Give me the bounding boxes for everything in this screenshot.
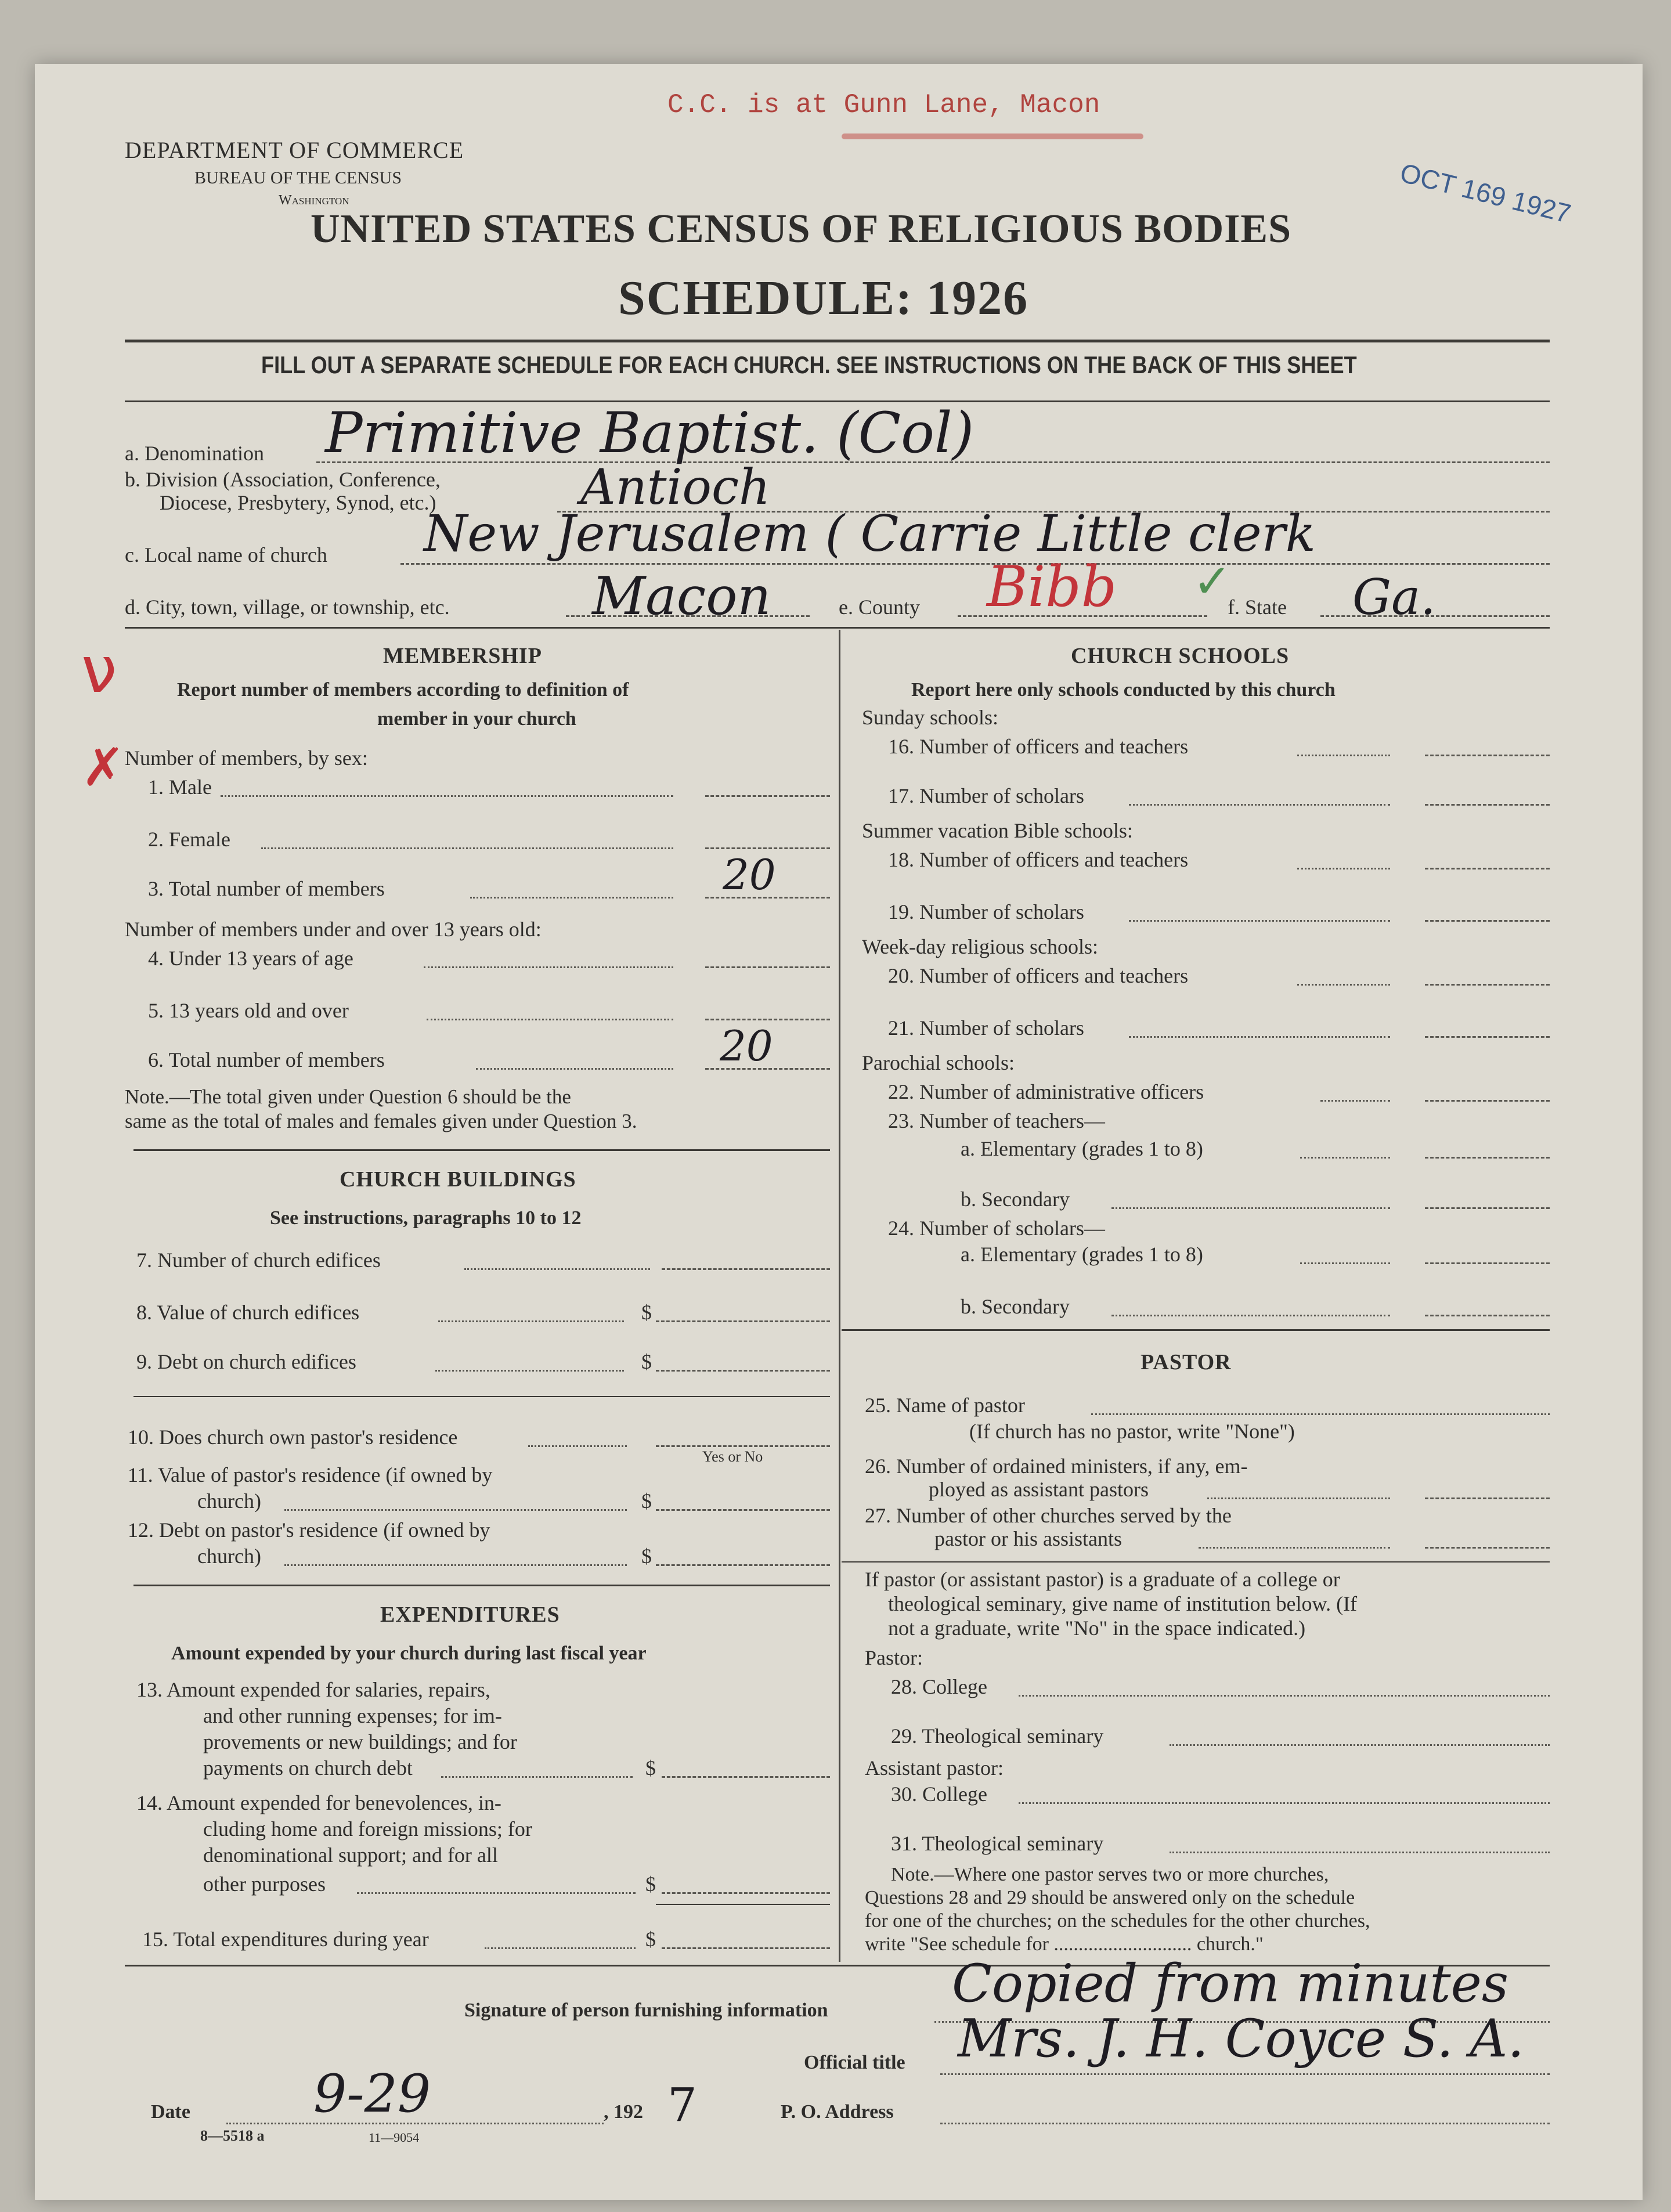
q12-answer-line xyxy=(656,1564,830,1566)
summer-schools-label: Summer vacation Bible schools: xyxy=(862,819,1133,842)
official-title-value: Mrs. J. H. Coyce S. A. xyxy=(958,2008,1525,2069)
schools-subtitle: Report here only schools conducted by this church xyxy=(911,679,1336,701)
q28-label: 28. College xyxy=(891,1675,987,1698)
po-address-line xyxy=(940,2123,1550,2124)
header-rule-top xyxy=(125,340,1550,342)
q2-female-label: 2. Female xyxy=(148,828,230,851)
q18-label: 18. Number of officers and teachers xyxy=(888,848,1189,871)
q8-leader xyxy=(438,1320,624,1322)
pastor-note-1: Note.—Where one pastor serves two or more churches, xyxy=(891,1864,1329,1885)
q19-label: 19. Number of scholars xyxy=(888,900,1084,923)
graduate-note-3: not a graduate, write "No" in the space indicated.) xyxy=(888,1616,1306,1640)
q21-leader xyxy=(1129,1036,1390,1038)
q22-answer-line xyxy=(1425,1100,1550,1102)
q14-label-3: denominational support; and for all xyxy=(203,1843,498,1867)
expenditures-subtitle: Amount expended by your church during last fiscal year xyxy=(171,1643,647,1664)
q29-line xyxy=(1170,1744,1550,1746)
q12-debt-label-2: church) xyxy=(197,1545,261,1568)
q25-label: 25. Name of pastor xyxy=(865,1394,1025,1417)
q20-leader xyxy=(1297,984,1390,986)
pastor-title: PASTOR xyxy=(1141,1350,1232,1374)
q6-total-value: 20 xyxy=(720,1022,773,1070)
pastor-note-4: write "See schedule for ............................ church." xyxy=(865,1933,1264,1955)
q9-debt-label: 9. Debt on church edifices xyxy=(136,1350,356,1373)
q23a-answer-line xyxy=(1425,1157,1550,1159)
buildings-subtitle: See instructions, paragraphs 10 to 12 xyxy=(270,1207,582,1229)
q15-dollar: $ xyxy=(645,1928,656,1951)
q2-leader xyxy=(261,847,673,849)
q13-answer-line xyxy=(662,1776,830,1778)
year-prefix: , 192 xyxy=(604,2101,643,2123)
bureau-city: Washington xyxy=(279,193,349,208)
q10-answer-line xyxy=(656,1445,830,1447)
graduate-note-1: If pastor (or assistant pastor) is a graduate of a college or xyxy=(865,1568,1340,1591)
q3-total-label: 3. Total number of members xyxy=(148,877,385,900)
local-name-value: New Jerusalem ( Carrie Little clerk xyxy=(424,505,1316,563)
yes-no-hint: Yes or No xyxy=(702,1448,763,1465)
q5-leader xyxy=(427,1019,673,1020)
q9-dollar: $ xyxy=(641,1350,652,1373)
q13-label-1: 13. Amount expended for salaries, repairs, xyxy=(136,1678,490,1701)
q20-answer-line xyxy=(1425,984,1550,986)
q14-label-2: cluding home and foreign missions; for xyxy=(203,1817,532,1841)
q23b-label: b. Secondary xyxy=(961,1188,1070,1211)
q4-under13-label: 4. Under 13 years of age xyxy=(148,947,353,970)
expenditures-rule xyxy=(656,1904,830,1905)
q16-leader xyxy=(1297,755,1390,756)
q12-dollar: $ xyxy=(641,1545,652,1568)
year-digit: 7 xyxy=(667,2078,697,2132)
membership-subtitle-2: member in your church xyxy=(377,708,576,730)
q14-dollar: $ xyxy=(645,1872,656,1896)
q17-label: 17. Number of scholars xyxy=(888,784,1084,807)
q27-label-1: 27. Number of other churches served by the xyxy=(865,1504,1232,1527)
form-number: 8—5518 a xyxy=(200,2127,265,2144)
q14-leader xyxy=(357,1892,636,1894)
q24a-leader xyxy=(1300,1262,1390,1264)
city-value: Macon xyxy=(592,566,771,627)
q7-leader xyxy=(464,1268,650,1270)
pastor-note-3: for one of the churches; on the schedules for the other churches, xyxy=(865,1910,1370,1932)
schedule-title: SCHEDULE: 1926 xyxy=(618,271,1029,325)
q9-answer-line xyxy=(656,1370,830,1372)
q10-residence-label: 10. Does church own pastor's residence xyxy=(128,1426,458,1449)
denomination-value: Primitive Baptist. (Col) xyxy=(325,400,975,466)
q18-leader xyxy=(1297,868,1390,869)
q19-answer-line xyxy=(1425,920,1550,922)
q13-label-3: provements or new buildings; and for xyxy=(203,1730,517,1753)
schools-rule xyxy=(842,1329,1550,1331)
q13-label-4: payments on church debt xyxy=(203,1756,413,1780)
q13-dollar: $ xyxy=(645,1756,656,1780)
q16-label: 16. Number of officers and teachers xyxy=(888,735,1189,758)
q7-answer-line xyxy=(662,1268,830,1270)
date-value: 9-29 xyxy=(313,2063,431,2124)
q11-value-label-2: church) xyxy=(197,1489,261,1513)
q3-leader xyxy=(470,897,673,898)
q20-label: 20. Number of officers and teachers xyxy=(888,964,1189,987)
schools-title: CHURCH SCHOOLS xyxy=(1071,644,1290,668)
fields-rule xyxy=(125,627,1550,629)
q26-label-2: ployed as assistant pastors xyxy=(929,1478,1149,1501)
q10-leader xyxy=(528,1445,627,1447)
division-label-1: b. Division (Association, Conference, xyxy=(125,468,441,491)
q26-leader xyxy=(1207,1497,1390,1499)
q15-total-label: 15. Total expenditures during year xyxy=(142,1928,429,1951)
q11-dollar: $ xyxy=(641,1489,652,1513)
q8-value-label: 8. Value of church edifices xyxy=(136,1301,360,1324)
q9-leader xyxy=(435,1370,624,1372)
q15-leader xyxy=(485,1947,636,1949)
q13-label-2: and other running expenses; for im- xyxy=(203,1704,502,1727)
q27-label-2: pastor or his assistants xyxy=(934,1527,1122,1550)
q15-answer-line xyxy=(662,1947,830,1949)
q21-label: 21. Number of scholars xyxy=(888,1016,1084,1040)
expenditures-title: EXPENDITURES xyxy=(380,1603,560,1627)
q22-leader xyxy=(1320,1100,1390,1102)
age-header-label: Number of members under and over 13 years old: xyxy=(125,918,542,941)
sunday-schools-label: Sunday schools: xyxy=(862,706,999,729)
q31-label: 31. Theological seminary xyxy=(891,1832,1104,1855)
q28-line xyxy=(1019,1695,1550,1697)
date-label: Date xyxy=(151,2101,190,2123)
q17-leader xyxy=(1129,804,1390,806)
q24a-label: a. Elementary (grades 1 to 8) xyxy=(961,1243,1203,1266)
instruction-line: FILL OUT A SEPARATE SCHEDULE FOR EACH CHURCH. SEE INSTRUCTIONS ON THE BACK OF THIS SHEET xyxy=(261,351,1357,378)
q17-answer-line xyxy=(1425,804,1550,806)
q31-line xyxy=(1170,1852,1550,1853)
q12-debt-label-1: 12. Debt on pastor's residence (if owned by xyxy=(128,1518,490,1542)
q24a-answer-line xyxy=(1425,1262,1550,1264)
pastor-education-label: Pastor: xyxy=(865,1646,923,1669)
q4-answer-line xyxy=(705,966,830,968)
po-address-label: P. O. Address xyxy=(781,2101,894,2123)
q21-answer-line xyxy=(1425,1036,1550,1038)
q14-label-4: other purposes xyxy=(203,1872,326,1896)
q6-leader xyxy=(476,1068,673,1070)
assistant-education-label: Assistant pastor: xyxy=(865,1756,1004,1780)
form-title: UNITED STATES CENSUS OF RELIGIOUS BODIES xyxy=(311,207,1292,251)
q3-total-value: 20 xyxy=(723,850,776,899)
q5-answer-line xyxy=(705,1019,830,1020)
q25-leader xyxy=(1091,1413,1550,1415)
q2-answer-line xyxy=(705,847,830,849)
column-divider xyxy=(839,630,840,1962)
q8-dollar: $ xyxy=(641,1301,652,1324)
buildings-rule-1 xyxy=(133,1396,830,1397)
q23-label: 23. Number of teachers— xyxy=(888,1109,1105,1132)
q27-answer-line xyxy=(1425,1547,1550,1549)
pastor-rule xyxy=(842,1561,1550,1563)
official-title-line xyxy=(940,2073,1550,2075)
membership-note-2: same as the total of males and females given under Question 3. xyxy=(125,1110,637,1132)
q29-label: 29. Theological seminary xyxy=(891,1724,1104,1748)
q4-leader xyxy=(424,966,673,968)
red-cross-mark: ✗ xyxy=(81,737,125,798)
q11-value-label-1: 11. Value of pastor's residence (if owned by xyxy=(128,1463,493,1486)
q14-answer-line xyxy=(662,1892,830,1894)
state-value: Ga. xyxy=(1352,569,1436,626)
buildings-rule-2 xyxy=(133,1585,830,1586)
print-number: 11—9054 xyxy=(369,2130,420,2145)
division-label-2: Diocese, Presbytery, Synod, etc.) xyxy=(160,491,436,514)
q22-label: 22. Number of administrative officers xyxy=(888,1080,1204,1103)
red-underline xyxy=(842,133,1143,139)
green-checkmark: ✓ xyxy=(1193,557,1232,608)
q11-leader xyxy=(284,1509,627,1511)
q18-answer-line xyxy=(1425,868,1550,869)
official-title-label: Official title xyxy=(804,2052,905,2073)
city-label: d. City, town, village, or township, etc. xyxy=(125,596,450,619)
local-name-line xyxy=(400,563,1550,565)
q11-answer-line xyxy=(656,1509,830,1511)
q24b-answer-line xyxy=(1425,1315,1550,1316)
q19-leader xyxy=(1129,920,1390,922)
q26-answer-line xyxy=(1425,1497,1550,1499)
county-value: Bibb xyxy=(987,554,1117,619)
pastor-note-2: Questions 28 and 29 should be answered only on the schedule xyxy=(865,1887,1355,1908)
signature-value: Copied from minutes xyxy=(952,1953,1509,2014)
membership-subtitle-1: Report number of members according to definition of xyxy=(177,679,629,701)
division-value: Antioch xyxy=(580,459,771,515)
q23b-answer-line xyxy=(1425,1207,1550,1209)
q6-total-label: 6. Total number of members xyxy=(148,1048,385,1071)
bureau-name: BUREAU OF THE CENSUS xyxy=(194,168,402,187)
parochial-schools-label: Parochial schools: xyxy=(862,1051,1015,1074)
department-name: DEPARTMENT OF COMMERCE xyxy=(125,137,464,163)
q13-leader xyxy=(441,1776,633,1778)
q8-answer-line xyxy=(656,1320,830,1322)
red-check-mark: ν xyxy=(81,633,117,707)
q7-edifices-label: 7. Number of church edifices xyxy=(136,1248,381,1272)
q24-label: 24. Number of scholars— xyxy=(888,1217,1105,1240)
received-stamp: OCT 169 1927 xyxy=(1397,157,1574,229)
local-name-label: c. Local name of church xyxy=(125,543,327,566)
q23b-leader xyxy=(1111,1207,1390,1209)
q30-label: 30. College xyxy=(891,1782,987,1806)
q5-over13-label: 5. 13 years old and over xyxy=(148,999,349,1022)
q16-answer-line xyxy=(1425,755,1550,756)
q23a-leader xyxy=(1300,1157,1390,1159)
graduate-note-2: theological seminary, give name of institution below. (If xyxy=(888,1592,1358,1615)
typed-note: C.C. is at Gunn Lane, Macon xyxy=(667,90,1100,120)
state-label: f. State xyxy=(1228,596,1287,619)
membership-rule xyxy=(133,1149,830,1151)
buildings-title: CHURCH BUILDINGS xyxy=(340,1167,576,1192)
weekday-schools-label: Week-day religious schools: xyxy=(862,935,1099,958)
members-by-sex-label: Number of members, by sex: xyxy=(125,746,368,770)
signature-label: Signature of person furnishing information xyxy=(464,2000,828,2021)
q23a-label: a. Elementary (grades 1 to 8) xyxy=(961,1137,1203,1160)
membership-title: MEMBERSHIP xyxy=(383,644,542,668)
county-label: e. County xyxy=(839,596,920,619)
q30-line xyxy=(1019,1802,1550,1804)
q14-label-1: 14. Amount expended for benevolences, in- xyxy=(136,1791,501,1814)
q24b-leader xyxy=(1111,1315,1390,1316)
denomination-label: a. Denomination xyxy=(125,442,264,465)
q12-leader xyxy=(284,1564,627,1566)
membership-note-1: Note.—The total given under Question 6 should be the xyxy=(125,1085,571,1108)
q24b-label: b. Secondary xyxy=(961,1295,1070,1318)
q25-note: (If church has no pastor, write "None") xyxy=(969,1420,1295,1443)
q26-label-1: 26. Number of ordained ministers, if any, em- xyxy=(865,1455,1248,1478)
q1-leader xyxy=(221,795,673,797)
q1-answer-line xyxy=(705,795,830,797)
q1-male-label: 1. Male xyxy=(148,775,212,799)
q27-leader xyxy=(1199,1547,1390,1549)
